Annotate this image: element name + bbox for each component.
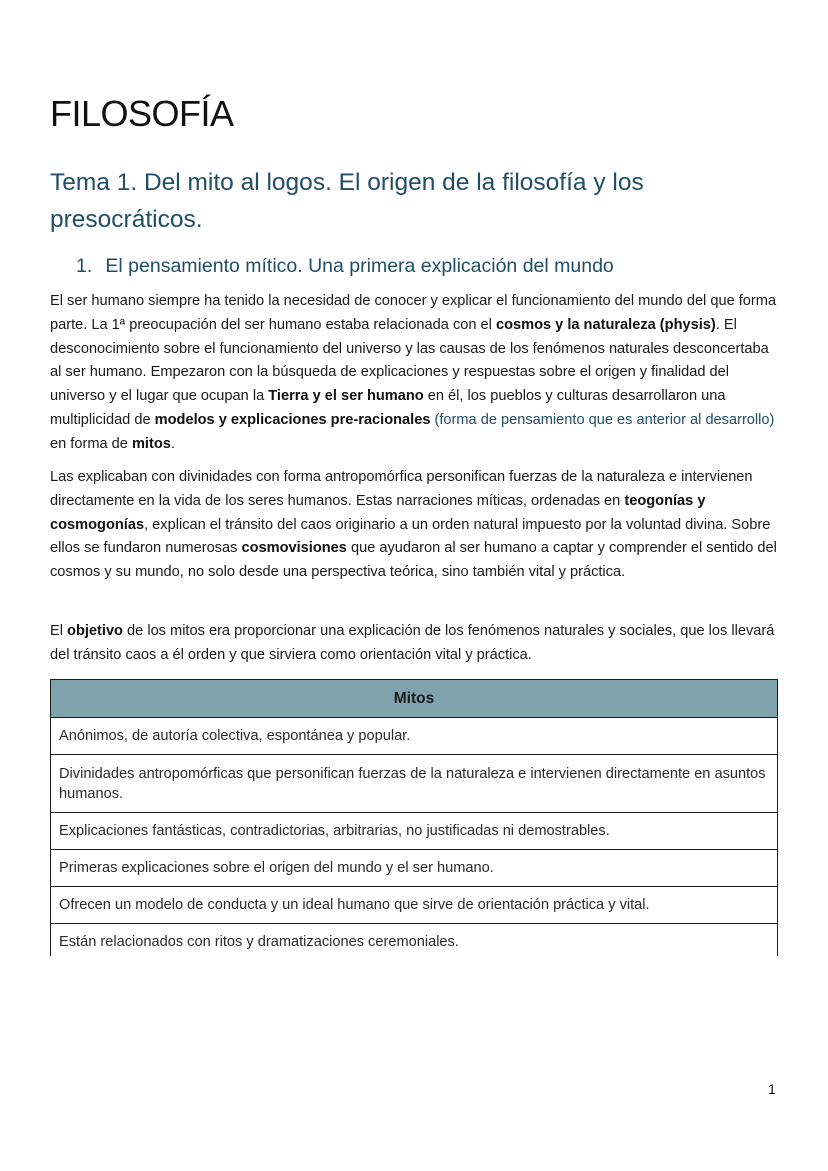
p1-text-1: El ser humano siempre ha tenido la necesidad de conocer y explicar el funcionamiento del mundo del que forma parte. La 1ª preocupación del ser humano estaba relacionada con el — [50, 293, 777, 333]
paragraph-3 — [50, 620, 782, 668]
paragraph-1 — [50, 290, 782, 457]
section-heading — [76, 255, 614, 278]
p1-text-3: en él, los pueblos y culturas desarrollaron una multiplicidad de — [50, 388, 726, 428]
table-cell: Están relacionados con ritos y dramatizaciones ceremoniales. — [51, 924, 778, 957]
p3-bold-objetivo: objetivo — [67, 623, 123, 639]
p1-note: (forma de pensamiento que es anterior al desarrollo) — [430, 411, 775, 428]
p1-text-4: en forma de — [50, 435, 132, 452]
table-cell: Explicaciones fantásticas, contradictorias, arbitrarias, no justificadas ni demostrables. — [51, 813, 778, 850]
table-cell: Ofrecen un modelo de conducta y un ideal humano que sirve de orientación práctica y vital. — [51, 887, 778, 924]
table-row — [51, 755, 778, 813]
table-cell: Divinidades antropomórficas que personifican fuerzas de la naturaleza e intervienen directamente en asuntos humanos. — [51, 755, 778, 813]
p3-text-2: de los mitos era proporcionar una explicación de los fenómenos naturales y sociales, que los llevará del tránsito caos a él orden y que sirviera como orientación vital y práctica. — [50, 623, 775, 663]
table-row — [51, 887, 778, 924]
p2-bold-teogonias: teogonías y cosmogonías — [50, 492, 706, 533]
p2-text-2: , explican el tránsito del caos originario a un orden natural impuesto por la voluntad divina. Sobre ellos se fundaron numerosas — [50, 516, 771, 557]
section-title: El pensamiento mítico. Una primera explicación del mundo — [105, 255, 614, 277]
table-cell: Anónimos, de autoría colectiva, espontánea y popular. — [51, 718, 778, 755]
table-header: Mitos — [51, 680, 778, 718]
p1-bold-mitos: mitos — [131, 435, 171, 452]
p2-bold-cosmovisiones: cosmovisiones — [241, 540, 347, 557]
mitos-table — [50, 679, 778, 956]
section-number: 1. — [76, 255, 93, 277]
p2-text-3: que ayudaron al ser humano a captar y comprender el sentido del cosmos y su mundo, no solo desde una perspectiva teórica, sino también vital y práctica. — [50, 540, 777, 581]
p1-text-2: . El desconocimiento sobre el funcionamiento del universo y las causas de los fenómenos naturales desconcertaba al ser humano. Empezaron con la búsqueda de explicaciones y respuestas sobre el origen y finalidad del universo y el lugar que ocupan la — [50, 316, 769, 405]
p1-bold-cosmos: cosmos y la naturaleza (physis) — [495, 316, 716, 333]
table-row — [51, 718, 778, 755]
p3-text-1: El — [50, 623, 68, 639]
p2-text-1: Las explicaban con divinidades con forma antropomórfica personifican fuerzas de la naturaleza e intervienen directamente en la vida de los seres humanos. Estas narraciones míticas, ordenadas en — [50, 469, 753, 509]
tema-heading: Tema 1. Del mito al logos. El origen de la filosofía y los presocráticos. — [50, 169, 644, 233]
table-row — [51, 850, 778, 887]
table-cell: Primeras explicaciones sobre el origen del mundo y el ser humano. — [51, 850, 778, 887]
p1-bold-modelos: modelos y explicaciones pre-racionales — [154, 411, 431, 428]
page-number: 1 — [768, 1081, 776, 1097]
p1-text-5: . — [170, 435, 175, 452]
table-row — [51, 924, 778, 957]
table-row — [51, 813, 778, 850]
p1-bold-tierra: Tierra y el ser humano — [268, 388, 424, 405]
document-title: FILOSOFÍA — [50, 93, 234, 134]
paragraph-2 — [50, 466, 782, 585]
